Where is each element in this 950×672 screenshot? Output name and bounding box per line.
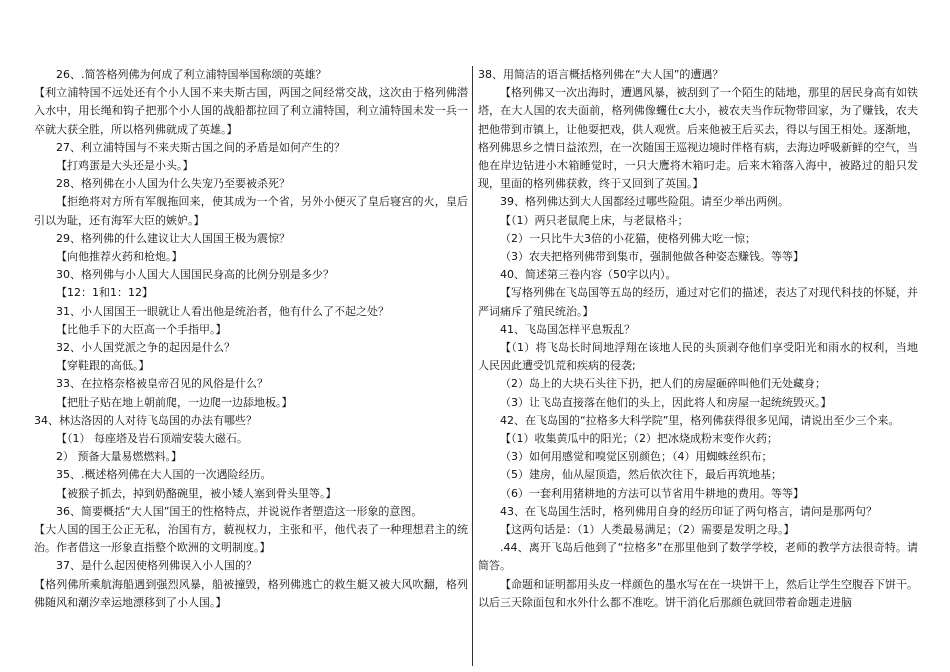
question-paragraph: 29、格列佛的什么建议让大人国国王极为震惊？	[56, 231, 290, 245]
answer-paragraph: 【利立浦特国不远处还有个小人国不来夫斯古国，两国之间经常交战，这次由于格列佛潜入水中，用长绳和钩子把那个小人国的战船都拉回了利立浦特国，利立浦特国未发一兵一卒就大获全胜，所以格列佛就成了英雄。】	[34, 86, 468, 136]
answer-paragraph: 【大人国的国王公正无私，治国有方，藐视权力，主张和平，他代表了一种理想君主的统治。作者借这一形象直指整个欧洲的文明制度。】	[34, 523, 468, 555]
question-paragraph: 28、格列佛在小人国为什么失宠乃至要被杀死？	[56, 177, 290, 191]
question-paragraph: 34、林达洛因的人对待飞岛国的办法有哪些？	[34, 413, 257, 427]
answer-paragraph: 【命题和证明都用头皮一样颜色的墨水写在在一块饼干上，然后让学生空腹吞下饼干。以后三天除面包和水外什么都不准吃。饼干消化后那颜色就回带着命题走进脑	[478, 577, 918, 609]
question-paragraph: 35、.概述格列佛在大人国的一次遇险经历。	[56, 468, 272, 482]
question-paragraph: 36、简要概括“大人国”国王的性格特点，并说说作者塑造这一形象的意图。	[56, 504, 423, 518]
answer-paragraph: 【拒绝将对方所有军舰拖回来，使其成为一个省，另外小便灭了皇后寝宫的火，皇后引以为耻，还有海军大臣的嫉妒。】	[34, 195, 468, 227]
question-paragraph: （2）岛上的大块石头往下扔，把人们的房屋砸碎叫他们无处藏身；	[500, 377, 826, 391]
answer-paragraph: 【穿鞋跟的高低。】	[56, 359, 150, 373]
question-paragraph: 33、在拉格奈格被皇帝召见的风俗是什么？	[56, 377, 268, 391]
question-paragraph: .44、离开飞岛后他到了“拉格多”在那里他到了数学学校，老师的教学方法很奇特。请简答。	[478, 541, 918, 573]
answer-paragraph: 【这两句话是：（1）人类最易满足；（2）需要是发明之母。】	[500, 523, 795, 537]
question-paragraph: （5）建房，仙从屋顶造，然后依次往下，最后再筑地基；	[500, 468, 782, 482]
question-paragraph: 30、格列佛与小人国大人国国民身高的比例分别是多少？	[56, 268, 334, 282]
answer-paragraph: 【比他手下的大臣高一个手指甲。】	[56, 322, 227, 336]
answer-paragraph: 【把肚子贴在地上朝前爬，一边爬一边舔地板。】	[56, 395, 293, 409]
question-paragraph: （6）一套利用猪耕地的方法可以节省用牛耕地的费用。等等】	[500, 486, 804, 500]
answer-paragraph: 【（1）收集黄瓜中的阳光；（2）把冰烧成粉末变作火药；	[500, 432, 778, 446]
question-paragraph: 27、利立浦特国与不来夫斯古国之间的矛盾是如何产生的？	[56, 140, 345, 154]
question-paragraph: 39、格列佛达到大人国都经过哪些险阻。请至少举出两例。	[500, 195, 789, 209]
answer-paragraph: 【（1） 每座塔及岩石顶端安装大磁石。	[56, 432, 248, 446]
question-paragraph: 37、是什么起因使格列佛误入小人国的？	[56, 559, 257, 573]
answer-paragraph: 【（1）两只老鼠爬上床，与老鼠格斗；	[500, 213, 689, 227]
question-paragraph: 40、简述第三卷内容（50字以内）。	[500, 268, 677, 282]
question-paragraph: （2）一只比牛大3倍的小花猫，使格列佛大吃一惊；	[500, 231, 756, 245]
answer-paragraph: 【打鸡蛋是大头还是小头。】	[56, 159, 194, 173]
question-paragraph: （3）农夫把格列佛带到集市，强制他做各种姿态赚钱。等等】	[500, 250, 804, 264]
answer-paragraph: 【（1）将飞岛长时间地浮翔在该地人民的头顶剥夺他们享受阳光和雨水的权利，当地人民因此遭受饥荒和疾病的侵袭;	[478, 341, 918, 373]
answer-paragraph: 【12：1和1：12】	[56, 286, 153, 300]
right-column	[478, 66, 918, 612]
answer-paragraph: 【向他推荐火药和枪炮。】	[56, 250, 183, 264]
question-paragraph: 31、小人国国王一眼就让人看出他是统治者，他有什么了不起之处？	[56, 304, 389, 318]
column-divider	[472, 66, 473, 666]
question-paragraph: 43、在飞岛国生活时，格列佛用自身的经历印证了两句格言，请问是那两句？	[500, 504, 877, 518]
answer-paragraph: 【被猴子抓去，掉到奶酪碗里，被小矮人塞到骨头里等。】	[56, 486, 337, 500]
question-paragraph: 41、飞岛国怎样平息叛乱？	[500, 322, 635, 336]
question-paragraph: 32、小人国党派之争的起因是什么？	[56, 341, 235, 355]
question-paragraph: 26、.简答格列佛为何成了利立浦特国举国称颂的英雄？	[56, 68, 327, 81]
question-paragraph: （3）如何用感觉和嗅觉区别颜色；（4）用蜘蛛丝织布；	[500, 450, 773, 464]
answer-paragraph: 【格列佛又一次出海时，遭遇风暴，被刮到了一个陌生的陆地，那里的居民身高有如铁塔，在大人国的农夫面前，格列佛像蠼仕c大小，被农夫当作玩物带回家，为了赚钱，农夫把他带到市镇上，让他耍把戏，供人观赏。后来他被王后买去，得以与国王相处。逐渐地，格列佛思乡之情日益浓烈，在一次随国王巡视边境时伴格有病，去海边呼吸新鲜的空气，当他在岸边钻进小木箱睡觉时，一只大鹰将木箱叼走。后来木箱落入海中，被路过的船只发现，里面的格列佛获救，终于又回到了英国。】	[478, 86, 918, 191]
answer-paragraph: 【写格列佛在飞岛国等五岛的经历，通过对它们的描述，表达了对现代科技的怀疑，并严词痛斥了殖民统治。】	[478, 286, 918, 318]
question-paragraph: 2） 预备大量易燃燃料。】	[56, 450, 182, 464]
question-paragraph: （3）让飞岛直接落在他们的头上，因此将人和房屋一起统统毁灭。】	[500, 395, 832, 409]
question-paragraph: 42、在飞岛国的“拉格多大科学院”里，格列佛获得很多见闻，请说出至少三个来。	[500, 413, 900, 427]
question-paragraph: 38、用简洁的语言概括格列佛在“大人国”的遭遇？	[478, 68, 724, 81]
left-column	[34, 66, 468, 612]
answer-paragraph: 【格列佛所乘航海船遇到强烈风暴，船被撞毁，格列佛逃亡的救生艇又被大风吹翻，格列佛随风和潮汐幸运地漂移到了小人国。】	[34, 577, 468, 609]
